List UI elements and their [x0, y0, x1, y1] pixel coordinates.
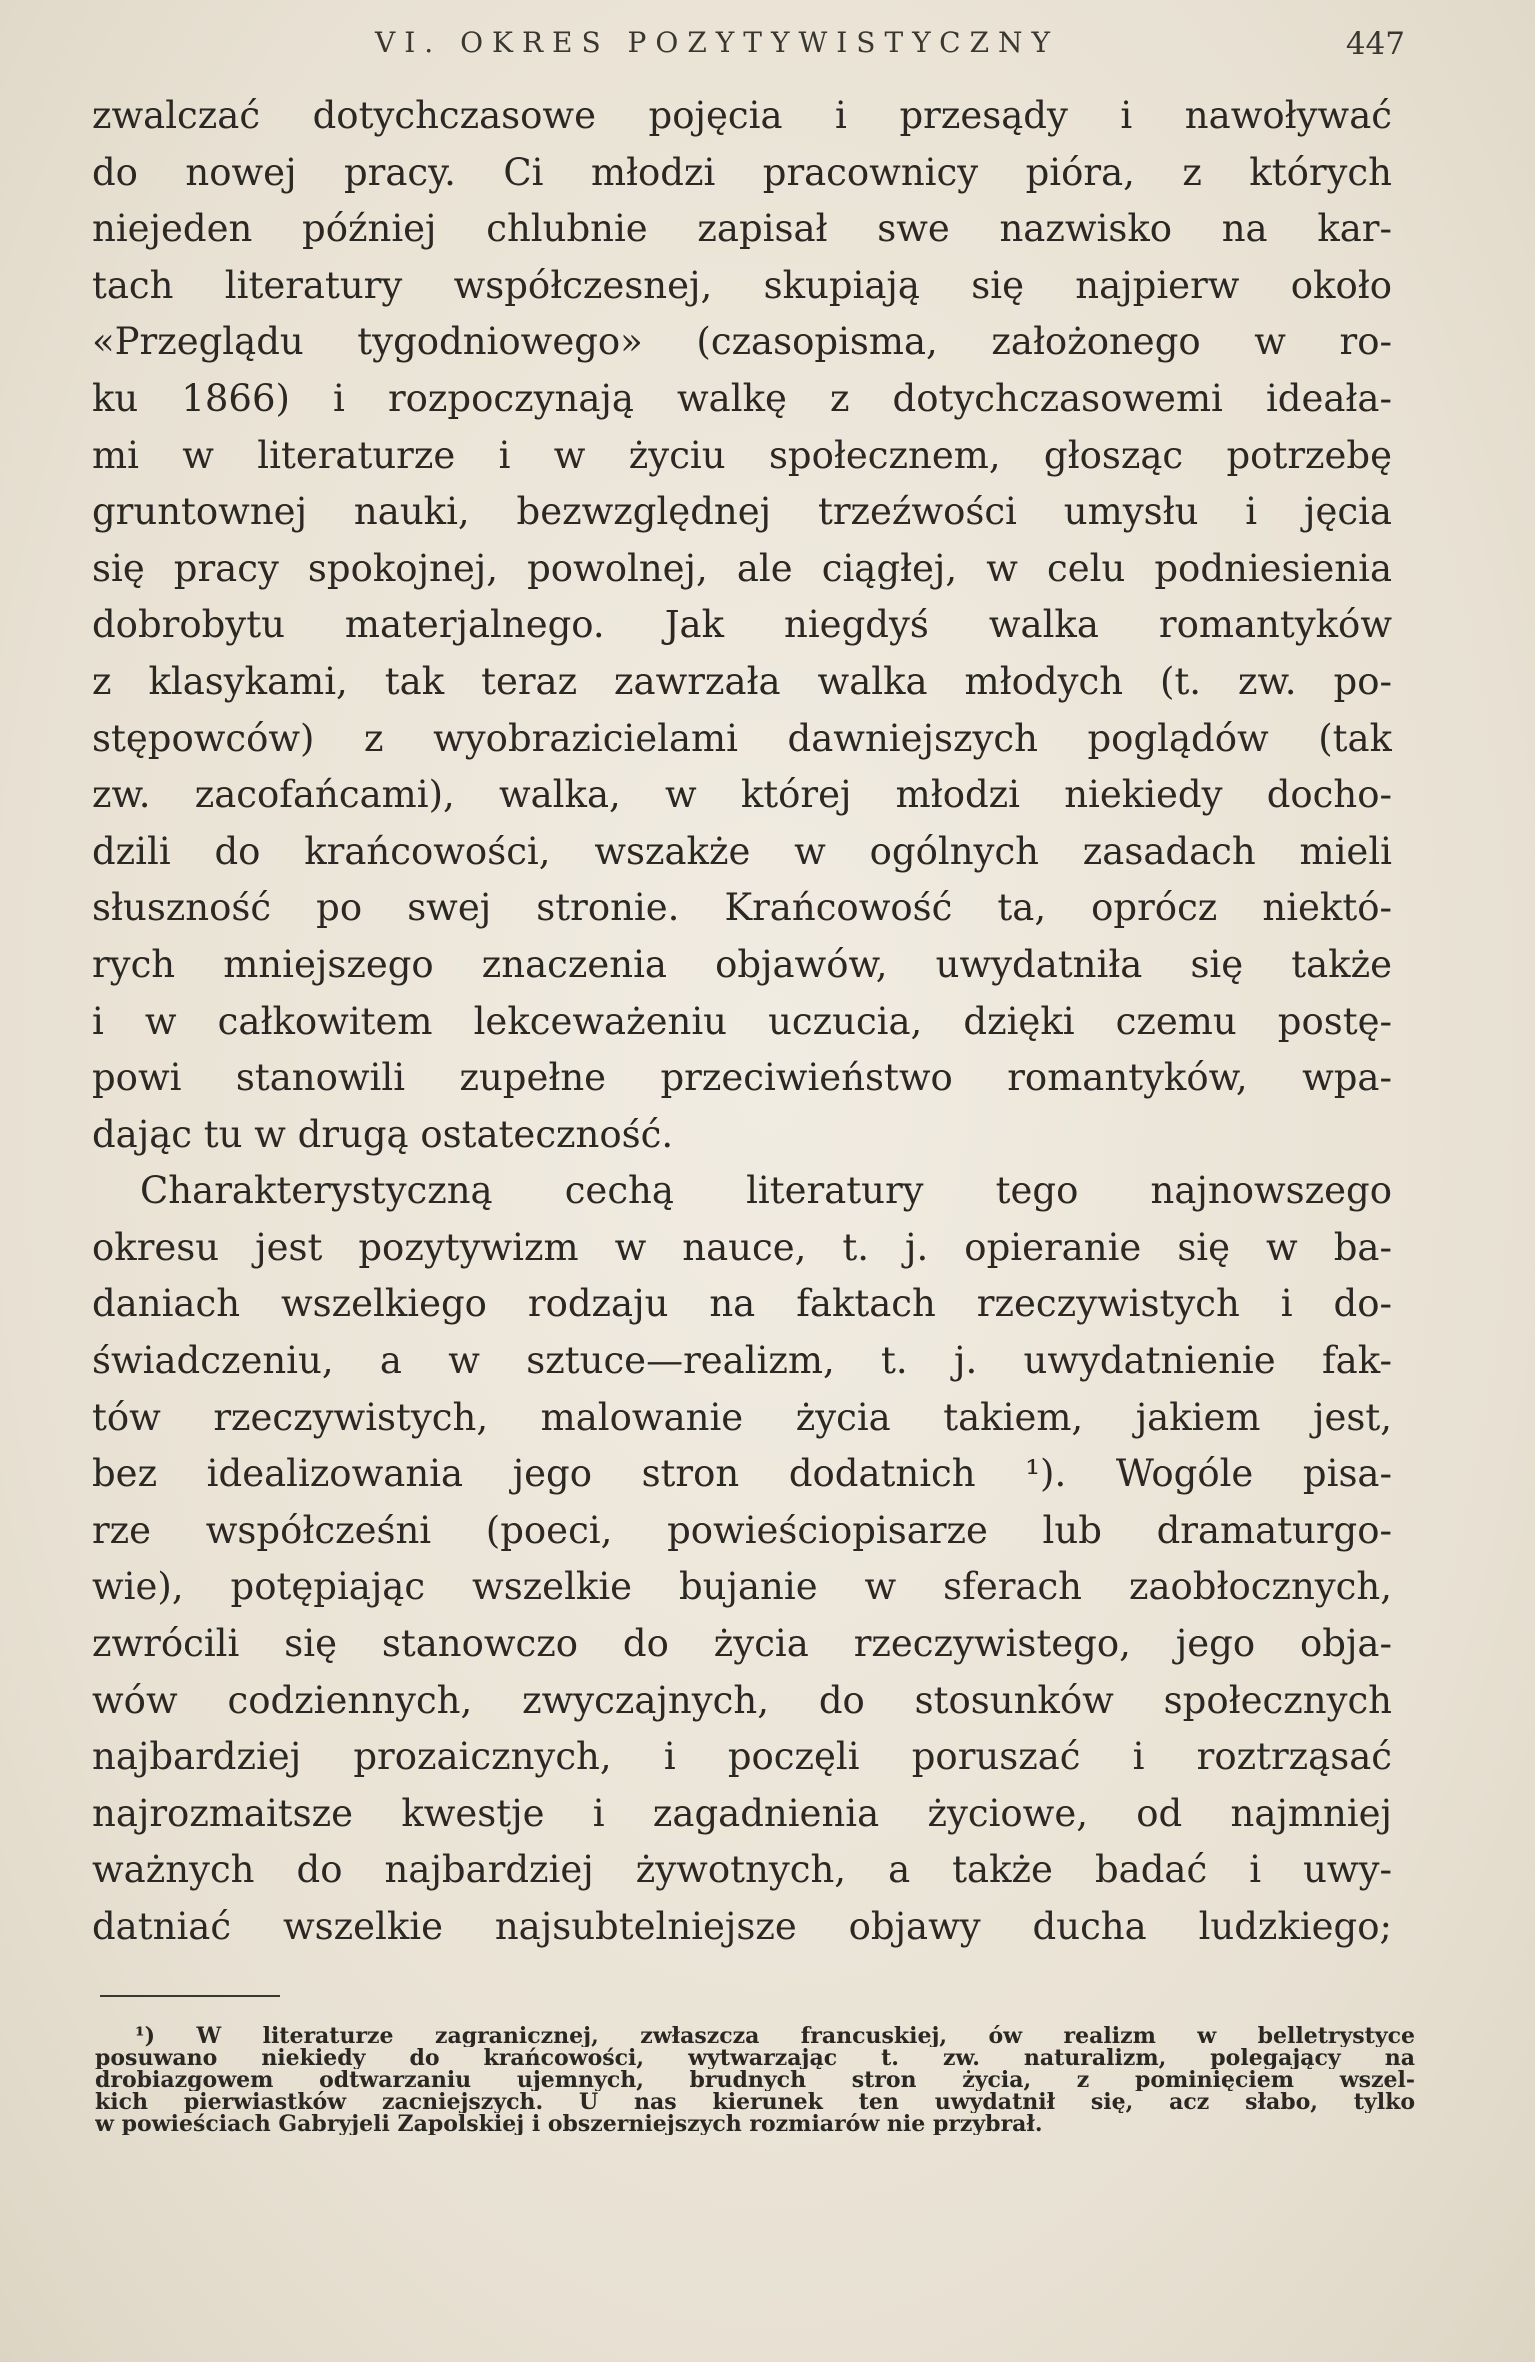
- text-line: najrozmaitsze kwestje i zagadnienia życiowe, od najmniej: [92, 1791, 1392, 1835]
- footnote: [95, 2025, 1415, 2135]
- footnote-line: w powieściach Gabryjeli Zapolskiej i obszerniejszych rozmiarów nie przybrał.: [95, 2113, 1043, 2135]
- text-line: się pracy spokojnej, powolnej, ale ciągłej, w celu podniesienia: [92, 546, 1392, 590]
- footnote-line: kich pierwiastków zacniejszych. U nas kierunek ten uwydatnił się, acz słabo, tylko: [95, 2091, 1415, 2113]
- footnote-line: ¹) W literaturze zagranicznej, zwłaszcza francuskiej, ów realizm w belletrystyce: [135, 2025, 1415, 2047]
- text-line: powi stanowili zupełne przeciwieństwo romantyków, wpa-: [92, 1056, 1392, 1100]
- text-line: dzili do krańcowości, wszakże w ogólnych zasadach mieli: [92, 829, 1392, 873]
- running-title: VI. OKRES POZYTYWISTYCZNY: [375, 26, 1060, 59]
- text-line: dając tu w drugą ostateczność.: [92, 1112, 674, 1156]
- text-line: ku 1866) i rozpoczynają walkę z dotychczasowemi ideała-: [92, 376, 1392, 420]
- text-line: daniach wszelkiego rodzaju na faktach rzeczywistych i do-: [92, 1282, 1392, 1326]
- text-line: rze współcześni (poeci, powieściopisarze lub dramaturgo-: [92, 1508, 1392, 1552]
- text-line: «Przeglądu tygodniowego» (czasopisma, założonego w ro-: [92, 320, 1392, 364]
- text-line: z klasykami, tak teraz zawrzała walka młodych (t. zw. po-: [92, 659, 1392, 703]
- text-line: tach literatury współczesnej, skupiają się najpierw około: [92, 263, 1392, 307]
- page-header: [95, 26, 1405, 76]
- text-line: świadczeniu, a w sztuce—realizm, t. j. uwydatnienie fak-: [92, 1339, 1392, 1383]
- footnote-divider: [100, 1995, 280, 1997]
- text-line: gruntownej nauki, bezwzględnej trzeźwości umysłu i jęcia: [92, 490, 1392, 534]
- text-line: mi w literaturze i w życiu społecznem, głosząc potrzebę: [92, 433, 1392, 477]
- text-line: zwalczać dotychczasowe pojęcia i przesądy i nawoływać: [92, 94, 1392, 137]
- text-line: dobrobytu materjalnego. Jak niegdyś walka romantyków: [92, 603, 1392, 647]
- text-line: bez idealizowania jego stron dodatnich ¹). Wogóle pisa-: [92, 1452, 1392, 1496]
- text-line: słuszność po swej stronie. Krańcowość ta, oprócz niektó-: [92, 886, 1392, 930]
- text-line: okresu jest pozytywizm w nauce, t. j. opieranie się w ba-: [92, 1225, 1392, 1269]
- text-line: niejeden później chlubnie zapisał swe nazwisko na kar-: [92, 207, 1392, 251]
- footnote-line: posuwano niekiedy do krańcowości, wytwarzając t. zw. naturalizm, polegający na: [95, 2047, 1415, 2069]
- text-line: zw. zacofańcami), walka, w której młodzi niekiedy docho-: [92, 773, 1392, 817]
- text-line: rych mniejszego znaczenia objawów, uwydatniła się także: [92, 942, 1392, 986]
- text-line: wie), potępiając wszelkie bujanie w sferach zaobłocznych,: [92, 1565, 1392, 1609]
- text-line: i w całkowitem lekceważeniu uczucia, dzięki czemu postę-: [92, 999, 1392, 1043]
- footnote-line: drobiazgowem odtwarzaniu ujemnych, brudnych stron życia, z pominięciem wszel-: [95, 2069, 1415, 2091]
- text-line: do nowej pracy. Ci młodzi pracownicy pióra, z których: [92, 150, 1392, 194]
- text-line: najbardziej prozaicznych, i poczęli poruszać i roztrząsać: [92, 1735, 1392, 1779]
- text-line: stępowców) z wyobrazicielami dawniejszych poglądów (tak: [92, 716, 1392, 760]
- text-line: tów rzeczywistych, malowanie życia takiem, jakiem jest,: [92, 1395, 1392, 1439]
- text-line: zwrócili się stanowczo do życia rzeczywistego, jego obja-: [92, 1622, 1392, 1666]
- page-number: 447: [1345, 26, 1405, 62]
- text-line: ważnych do najbardziej żywotnych, a także badać i uwy-: [92, 1848, 1392, 1892]
- text-line: wów codziennych, zwyczajnych, do stosunków społecznych: [92, 1678, 1392, 1722]
- paragraph-start-line: Charakterystyczną cechą literatury tego najnowszego: [140, 1169, 1392, 1213]
- text-line: datniać wszelkie najsubtelniejsze objawy ducha ludzkiego;: [92, 1905, 1392, 1948]
- body-text: [92, 88, 1392, 1956]
